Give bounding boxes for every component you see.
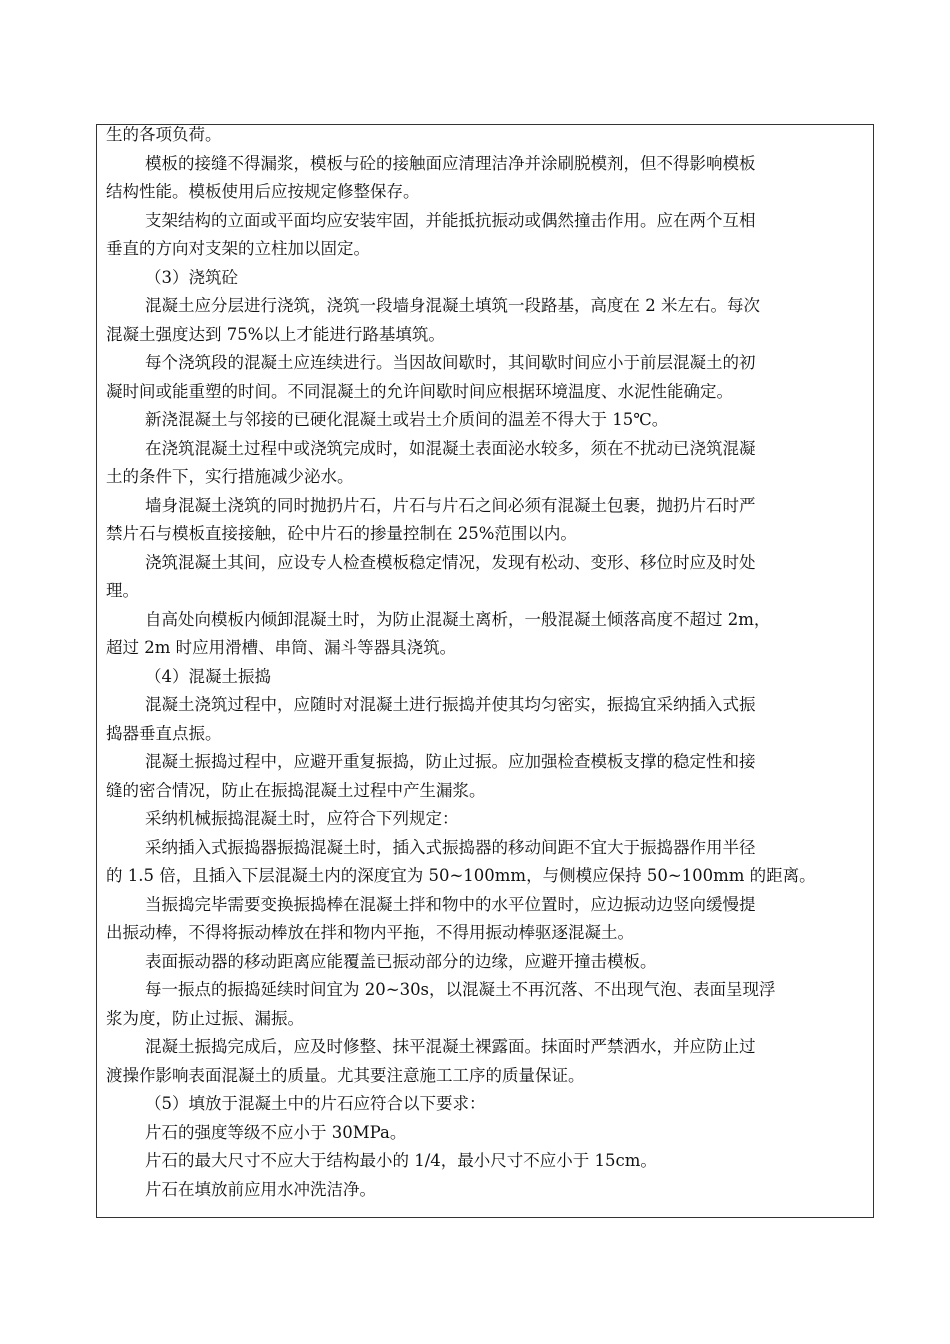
paragraph-line: 垂直的方向对支架的立柱加以固定。 xyxy=(106,239,370,258)
paragraph-line: 的 1.5 倍，且插入下层混凝土内的深度宜为 50~100mm，与侧模应保持 50~100mm 的距离。 xyxy=(106,866,816,885)
paragraph-line: 生的各项负荷。 xyxy=(106,125,222,144)
paragraph-line: 表面振动器的移动距离应能覆盖已振动部分的边缘，应避开撞击模板。 xyxy=(145,951,657,971)
paragraph-line: 混凝土强度达到 75%以上才能进行路基填筑。 xyxy=(106,324,445,344)
paragraph-line: 每个浇筑段的混凝土应连续进行。当因故间歇时，其间歇时间应小于前层混凝土的初 xyxy=(145,353,756,372)
paragraph-line: 片石的强度等级不应小于 30MPa。 xyxy=(145,1122,407,1142)
paragraph-line: 浇筑混凝土其间，应设专人检查模板稳定情况，发现有松动、变形、移位时应及时处 xyxy=(145,552,756,572)
paragraph-line: 浆为度，防止过振、漏振。 xyxy=(106,1008,304,1028)
paragraph-line: 新浇混凝土与邻接的已硬化混凝土或岩土介质间的温差不得大于 15℃。 xyxy=(145,410,669,429)
paragraph-line: 混凝土振捣完成后，应及时修整、抹平混凝土裸露面。抹面时严禁洒水，并应防止过 xyxy=(145,1037,756,1056)
paragraph-line: 捣器垂直点振。 xyxy=(106,723,222,743)
paragraph-line: 片石在填放前应用水冲洗洁净。 xyxy=(145,1179,376,1199)
paragraph-line: 渡操作影响表面混凝土的质量。尤其要注意施工工序的质量保证。 xyxy=(106,1065,585,1085)
paragraph-line: 在浇筑混凝土过程中或浇筑完成时，如混凝土表面泌水较多，须在不扰动已浇筑混凝 xyxy=(145,438,756,458)
paragraph-line: 模板的接缝不得漏浆，模板与砼的接触面应清理洁净并涂刷脱模剂，但不得影响模板 xyxy=(145,153,756,173)
paragraph-line: 缝的密合情况，防止在振捣混凝土过程中产生漏浆。 xyxy=(106,780,486,800)
paragraph-line: （5）填放于混凝土中的片石应符合以下要求： xyxy=(145,1094,486,1113)
paragraph-line: 片石的最大尺寸不应大于结构最小的 1/4，最小尺寸不应小于 15cm。 xyxy=(145,1151,657,1170)
paragraph-line: 土的条件下，实行措施减少泌水。 xyxy=(106,467,354,486)
paragraph-line: 凝时间或能重塑的时间。不同混凝土的允许间歇时间应根据环境温度、水泥性能确定。 xyxy=(106,381,733,401)
paragraph-line: 采纳插入式振捣器振捣混凝土时，插入式振捣器的移动间距不宜大于振捣器作用半径 xyxy=(145,837,756,857)
paragraph-line: 结构性能。模板使用后应按规定修整保存。 xyxy=(106,182,420,201)
paragraph-line: 超过 2m 时应用滑槽、串筒、漏斗等器具浇筑。 xyxy=(106,638,457,657)
paragraph-line: 混凝土应分层进行浇筑，浇筑一段墙身混凝土填筑一段路基，高度在 2 米左右。每次 xyxy=(145,296,760,315)
paragraph-line: 混凝土浇筑过程中，应随时对混凝土进行振捣并使其均匀密实，振捣宜采纳插入式振 xyxy=(145,695,756,714)
paragraph-line: 理。 xyxy=(106,581,139,600)
paragraph-line: 每一振点的振捣延续时间宜为 20~30s，以混凝土不再沉落、不出现气泡、表面呈现浮 xyxy=(145,980,776,999)
document-body xyxy=(106,121,868,1204)
paragraph-line: 禁片石与模板直接接触，砼中片石的掺量控制在 25%范围以内。 xyxy=(106,524,577,543)
paragraph-line: 混凝土振捣过程中，应避开重复振捣，防止过振。应加强检查模板支撑的稳定性和接 xyxy=(145,752,756,771)
paragraph-line: 自高处向模板内倾卸混凝土时，为防止混凝土离析，一般混凝土倾落高度不超过 2m， xyxy=(145,609,771,629)
paragraph-line: （3）浇筑砼 xyxy=(145,267,238,287)
paragraph-line: 当振捣完毕需要变换振捣棒在混凝土拌和物中的水平位置时，应边振动边竖向缓慢提 xyxy=(145,894,756,914)
paragraph-line: 采纳机械振捣混凝土时，应符合下列规定： xyxy=(145,809,459,828)
paragraph-line: 出振动棒，不得将振动棒放在拌和物内平拖，不得用振动棒驱逐混凝土。 xyxy=(106,923,634,942)
paragraph-line: 墙身混凝土浇筑的同时抛扔片石，片石与片石之间必须有混凝土包裹，抛扔片石时严 xyxy=(145,495,756,515)
paragraph-line: 支架结构的立面或平面均应安装牢固，并能抵抗振动或偶然撞击作用。应在两个互相 xyxy=(145,210,756,230)
paragraph-line: （4）混凝土振捣 xyxy=(145,666,271,686)
